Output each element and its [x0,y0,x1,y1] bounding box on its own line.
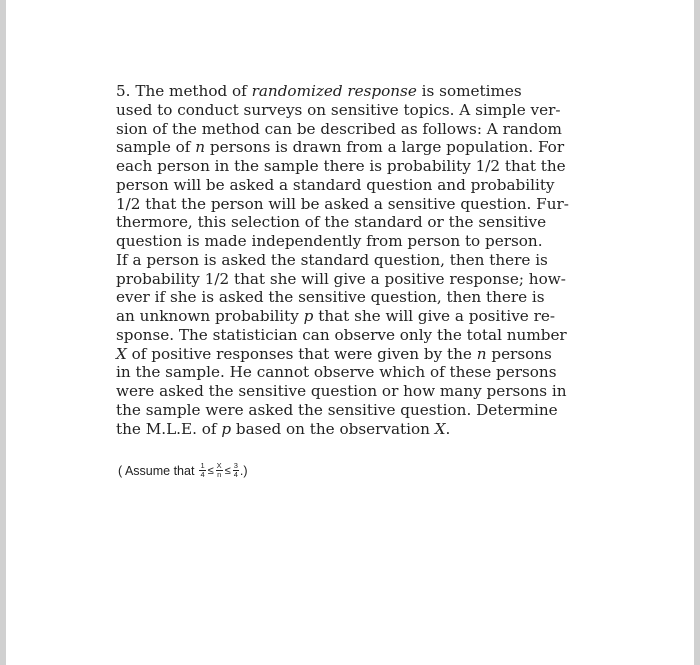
problem-line: If a person is asked the standard question, then there is [116,250,548,269]
problem-text [116,82,569,438]
fraction-x-over-n: $\frac{X}{n}$ [216,461,222,479]
assumption-prefix: ( Assume that [118,463,195,478]
fraction-one-quarter: $\frac{1}{4}$ [200,461,205,479]
assumption-suffix: .) [239,463,248,478]
problem-line: each person in the sample there is probability 1/2 that the [116,157,566,175]
problem-line: the sample were asked the sensitive question. Determine [116,400,558,419]
problem-line: X of positive responses that were given by the n persons [116,344,552,363]
right-page-border [694,0,700,665]
problem-line: probability 1/2 that she will give a positive response; how- [116,269,566,288]
problem-line: 1/2 that the person will be asked a sensitive question. Fur- [116,194,569,213]
problem-line: in the sample. He cannot observe which of these persons [116,363,557,382]
document-page [6,0,694,665]
leq-symbol: ≤ [224,464,231,477]
problem-line: were asked the sensitive question or how many persons in [116,382,567,400]
problem-line: sample of n persons is drawn from a large population. For [116,138,565,157]
fraction-three-quarters: $\frac{3}{4}$ [233,461,238,479]
problem-line: sponse. The statistician can observe only the total number [116,325,567,344]
leq-symbol: ≤ [207,464,214,477]
problem-line: sion of the method can be described as follows: A random [116,119,562,138]
assumption-note [118,462,248,479]
problem-line: question is made independently from person to person. [116,232,543,250]
problem-line: used to conduct surveys on sensitive topics. A simple ver- [116,100,561,119]
problem-line: the M.L.E. of p based on the observation X. [116,419,451,438]
problem-line: ever if she is asked the sensitive question, then there is [116,288,545,307]
problem-line: person will be asked a standard question and probability [116,175,555,194]
problem-line: 5. The method of randomized response is sometimes [116,82,522,100]
problem-line: an unknown probability p that she will give a positive re- [116,307,556,325]
problem-line: thermore, this selection of the standard or the sensitive [116,213,547,232]
